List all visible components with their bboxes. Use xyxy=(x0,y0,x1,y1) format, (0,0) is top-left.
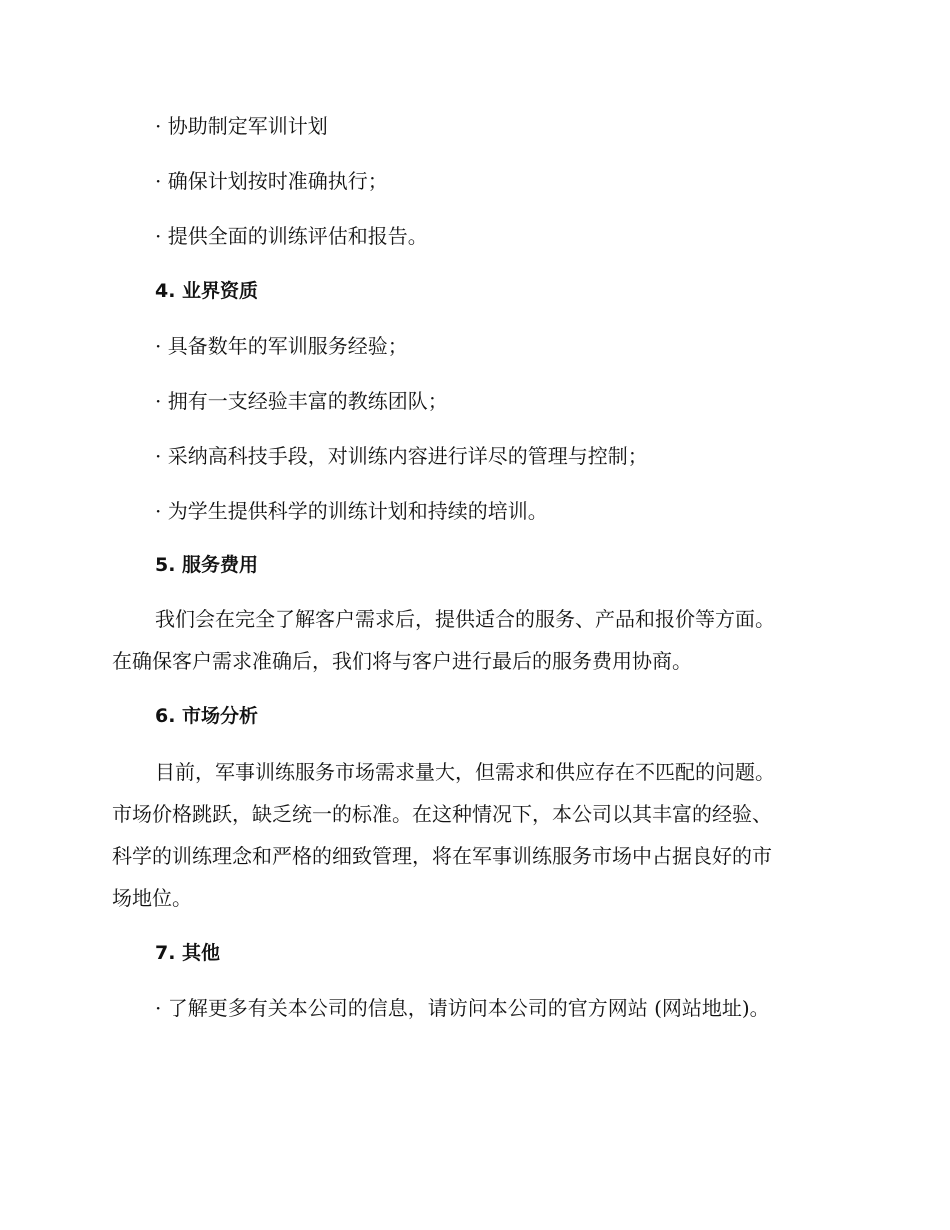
section-heading-qualifications: 4. 业界资质 xyxy=(155,280,259,302)
list-item: · 采纳高科技手段，对训练内容进行详尽的管理与控制； xyxy=(155,444,648,468)
list-item: · 拥有一支经验丰富的教练团队； xyxy=(155,389,448,413)
list-item: · 了解更多有关本公司的信息，请访问本公司的官方网站 (网站地址)。 xyxy=(155,996,770,1020)
list-item: · 提供全面的训练评估和报告。 xyxy=(155,224,428,248)
paragraph-line: 目前，军事训练服务市场需求量大，但需求和供应存在不匹配的问题。 xyxy=(155,760,775,784)
paragraph-market-analysis xyxy=(112,751,842,919)
section-heading-service-fees: 5. 服务费用 xyxy=(155,554,259,576)
paragraph-line: 场地位。 xyxy=(112,886,192,910)
list-item: · 具备数年的军训服务经验； xyxy=(155,334,408,358)
paragraph-service-fees xyxy=(112,598,842,682)
paragraph-line: 在确保客户需求准确后，我们将与客户进行最后的服务费用协商。 xyxy=(112,649,692,673)
list-item: · 确保计划按时准确执行； xyxy=(155,169,388,193)
list-item: · 为学生提供科学的训练计划和持续的培训。 xyxy=(155,499,548,523)
section-heading-other: 7. 其他 xyxy=(155,942,221,964)
paragraph-line: 我们会在完全了解客户需求后，提供适合的服务、产品和报价等方面。 xyxy=(155,607,775,631)
paragraph-line: 市场价格跳跃，缺乏统一的标准。在这种情况下，本公司以其丰富的经验、 xyxy=(112,802,772,826)
list-item: · 协助制定军训计划 xyxy=(155,114,328,138)
paragraph-line: 科学的训练理念和严格的细致管理，将在军事训练服务市场中占据良好的市 xyxy=(112,844,772,868)
section-heading-market-analysis: 6. 市场分析 xyxy=(155,705,259,727)
